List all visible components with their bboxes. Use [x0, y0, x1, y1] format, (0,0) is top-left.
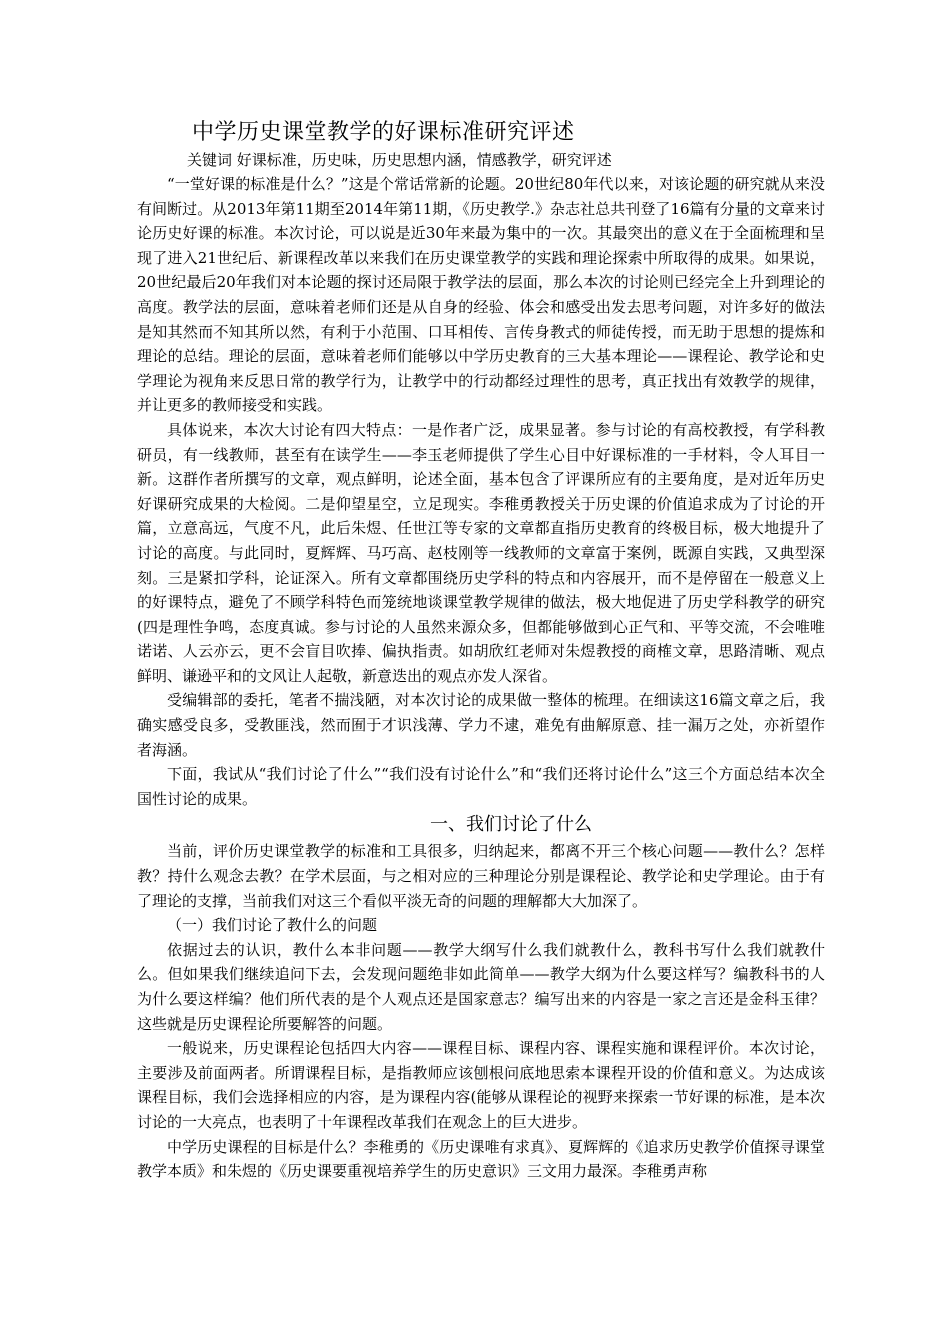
- subsection-heading-1: （一）我们讨论了教什么的问题: [167, 916, 378, 935]
- subsection-1-paragraph-3: 中学历史课程的目标是什么？李稚勇的《历史课唯有求真》、夏辉辉的《追求历史教学价值探寻课堂教学本质》和朱煜的《历史课要重视培养学生的历史意识》三文用力最深。李稚勇声称: [137, 1137, 825, 1181]
- paragraph-intro-1: “一堂好课的标准是什么？”这是个常话常新的论题。20世纪80年代以来，对该论题的研究就从来没有间断过。从2013年第11期至2014年第11期，《历史教学.》杂志社总共刊登了16篇有分量的文章来讨论历史好课的标准。本次讨论，可以说是近30年来最为集中的一次。其最突出的意义在于全面梳理和呈现了进入21世纪后、新课程改革以来我们在历史课堂教学的实践和理论探索中所取得的成果。如果说，20世纪最后20年我们对本论题的探讨还局限于教学法的层面，那么本次的讨论则已经完全上升到理论的高度。教学法的层面，意味着老师们还是从自身的经验、体会和感受出发去思考问题，对许多好的做法是知其然而不知其所以然，有利于小范围、口耳相传、言传身教式的师徒传授，而无助于思想的提炼和理论的总结。理论的层面，意味着老师们能够以中学历史教育的三大基本理论——课程论、教学论和史学理论为视角来反思日常的教学行为，让教学中的行动都经过理性的思考，真正找出有效教学的规律，并让更多的教师接受和实践。: [137, 175, 825, 415]
- keywords-line: 关键词 好课标准，历史味，历史思想内涵，情感教学，研究评述: [187, 151, 612, 169]
- document-page: [137, 118, 825, 1184]
- subsection-1-paragraph-1: 依据过去的认识，教什么本非问题——教学大纲写什么我们就教什么，教科书写什么我们就教什么。但如果我们继续追问下去，会发现问题绝非如此简单——教学大纲为什么要这样写？编教科书的人为什么要这样编？他们所代表的是个人观点还是国家意志？编写出来的内容是一家之言还是金科玉律？这些就是历史课程论所要解答的问题。: [137, 940, 825, 1033]
- subsection-1-paragraph-2: 一般说来，历史课程论包括四大内容——课程目标、课程内容、课程实施和课程评价。本次讨论，主要涉及前面两者。所谓课程目标，是指教师应该刨根问底地思索本课程开设的价值和意义。为达成该课程目标，我们会选择相应的内容，是为课程内容(能够从课程论的视野来探索一节好课的标准，是本次讨论的一大亮点，也表明了十年课程改革我们在观念上的巨大进步。: [137, 1039, 825, 1131]
- paragraph-intro-2: 具体说来，本次大讨论有四大特点：一是作者广泛，成果显著。参与讨论的有高校教授，有学科教研员，有一线教师，甚至有在读学生——李玉老师提供了学生心目中好课标准的一手材料，令人耳目一新。这群作者所撰写的文章，观点鲜明，论述全面，基本包含了评课所应有的主要角度，是对近年历史好课研究成果的大检阅。二是仰望星空，立足现实。李稚勇教授关于历史课的价值追求成为了讨论的开篇，立意高远，气度不凡，此后朱煜、任世江等专家的文章都直指历史教育的终极目标，极大地提升了讨论的高度。与此同时，夏辉辉、马巧高、赵枝刚等一线教师的文章富于案例，既源自实践，又典型深刻。三是紧扣学科，论证深入。所有文章都围绕历史学科的特点和内容展开，而不是停留在一般意义上的好课特点，避免了不顾学科特色而笼统地谈课堂教学规律的做法，极大地促进了历史学科教学的研究(四是理性争鸣，态度真诚。参与讨论的人虽然来源众多，但都能够做到心正气和、平等交流，不会唯唯诺诺、人云亦云，更不会盲目吹捧、偏执指责。如胡欣红老师对朱煜教授的商榷文章，思路清晰、观点鲜明、谦逊平和的文风让人起敬，新意迭出的观点亦发人深省。: [137, 420, 825, 685]
- paragraph-intro-3: 受编辑部的委托，笔者不揣浅陋，对本次讨论的成果做一整体的梳理。在细读这16篇文章之后，我确实感受良多，受教匪浅，然而囿于才识浅薄、学力不逮，难免有曲解原意、挂一漏万之处，亦祈望作者海涵。: [137, 691, 825, 759]
- section-1-paragraph: 当前，评价历史课堂教学的标准和工具很多，归纳起来，都离不开三个核心问题——教什么？怎样教？持什么观念去教？在学术层面，与之相对应的三种理论分别是课程论、教学论和史学理论。由于有了理论的支撑，当前我们对这三个看似平淡无奇的问题的理解都大大加深了。: [137, 842, 825, 910]
- document-title: 中学历史课堂教学的好课标准研究评述: [192, 120, 575, 145]
- paragraph-intro-4: 下面，我试从“我们讨论了什么”“我们没有讨论什么”和“我们还将讨论什么”这三个方面总结本次全国性讨论的成果。: [137, 765, 825, 808]
- section-heading-1: 一、我们讨论了什么: [430, 814, 592, 836]
